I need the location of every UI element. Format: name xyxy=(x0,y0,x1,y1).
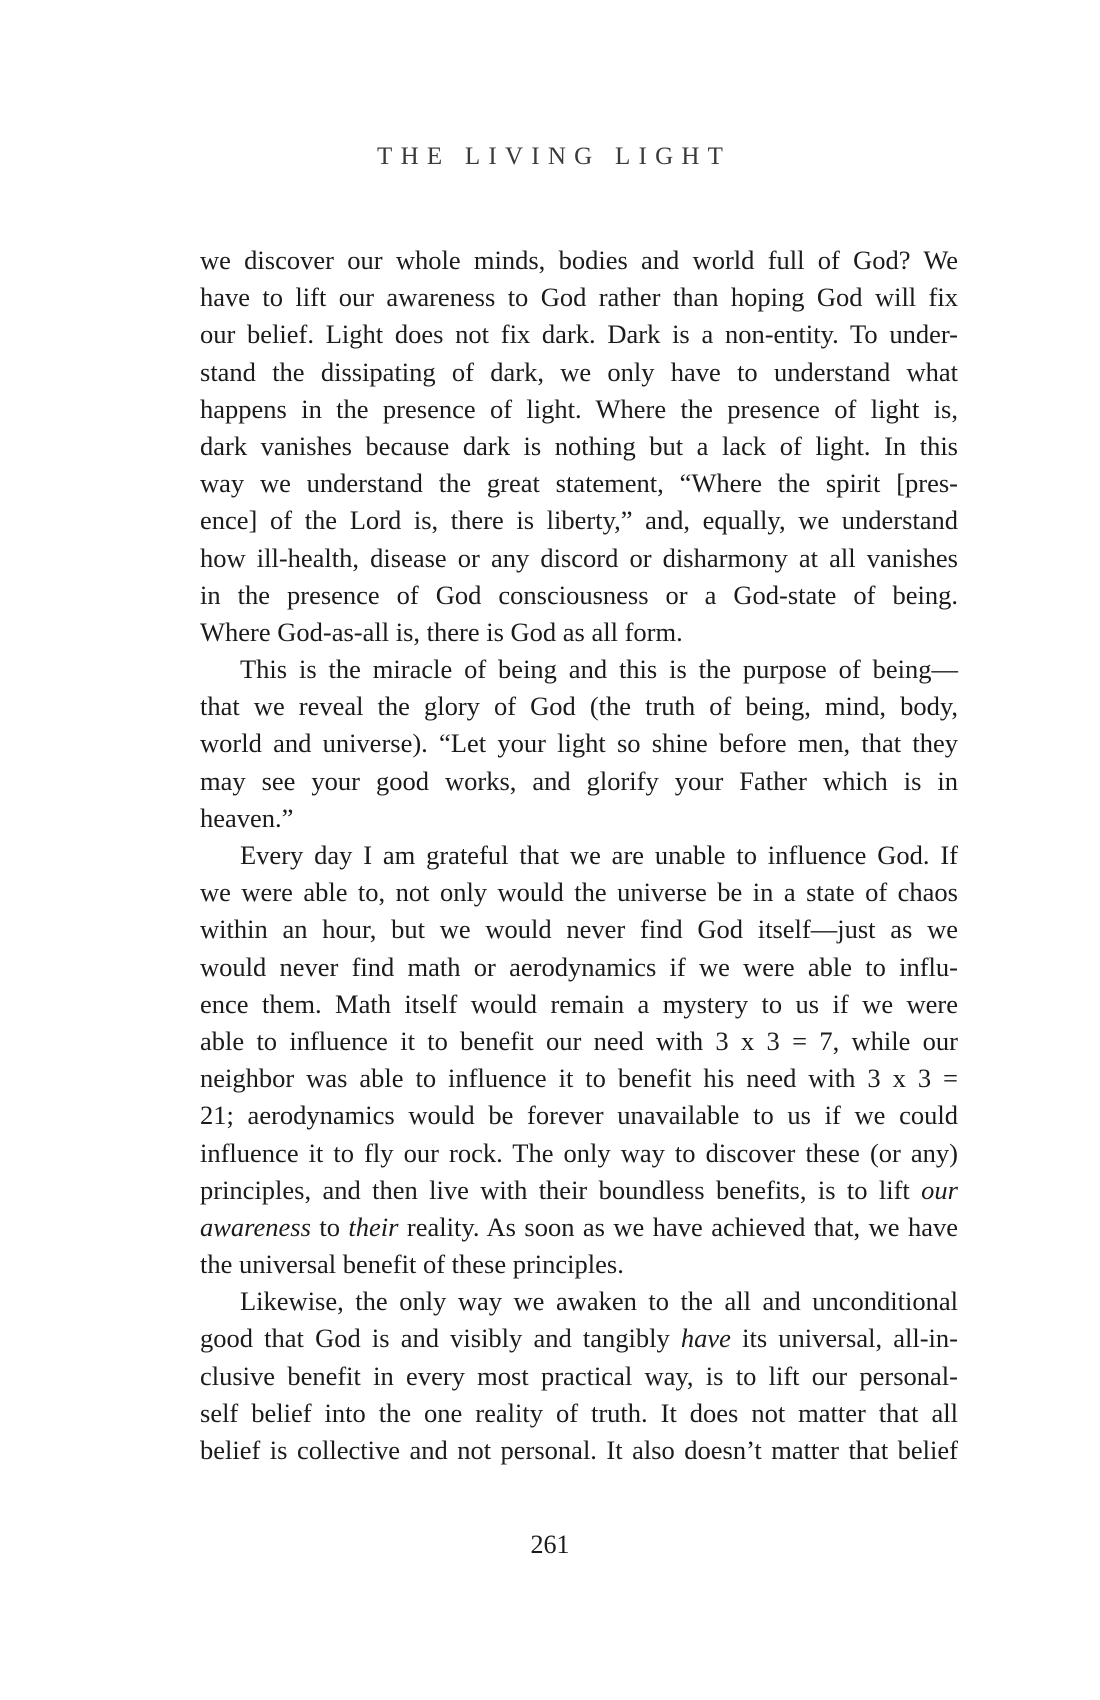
page-number: 261 xyxy=(530,1530,570,1559)
text-line: our belief. Light does not fix dark. Dark is a non-entity. To under- xyxy=(200,319,958,350)
text-line: influence it to fly our rock. The only way to discover these (or any) xyxy=(200,1137,958,1168)
italic-run: awareness xyxy=(200,1211,311,1242)
text-line: would never find math or aerodynamics if we were able to influ- xyxy=(200,951,958,982)
text-line: we were able to, not only would the universe be in a state of chaos xyxy=(200,877,958,908)
text-run: its universal, all-in- xyxy=(730,1323,958,1354)
text-line: may see your good works, and glorify your Father which is in xyxy=(200,765,958,796)
text-run: reality. As soon as we have achieved that, we have xyxy=(398,1211,958,1242)
text-line: that we reveal the glory of God (the truth of being, mind, body, xyxy=(200,691,958,722)
text-line: belief is collective and not personal. It also doesn’t matter that belief xyxy=(200,1435,958,1465)
body-text xyxy=(200,242,958,1469)
text-line: we discover our whole minds, bodies and world full of God? We xyxy=(200,245,958,275)
paragraph-first-line: Every day I am grateful that we are unable to influence God. If xyxy=(240,840,958,870)
text-line: the universal benefit of these principles. xyxy=(200,1249,624,1280)
text-run: good that God is and visibly and tangibly xyxy=(200,1323,681,1354)
italic-run: their xyxy=(348,1211,399,1242)
text-line: how ill-health, disease or any discord or disharmony at all vanishes xyxy=(200,542,958,573)
text-run: principles, and then live with their boundless benefits, is to lift xyxy=(200,1174,922,1205)
text-line: stand the dissipating of dark, we only have to understand what xyxy=(200,356,958,387)
text-line: within an hour, but we would never find God itself—just as we xyxy=(200,914,958,945)
text-line: way we understand the great statement, “Where the spirit [pres- xyxy=(200,468,958,499)
paragraph-first-line: This is the miracle of being and this is the purpose of being— xyxy=(240,654,958,685)
text-line: happens in the presence of light. Where the presence of light is, xyxy=(200,393,958,424)
text-line: neighbor was able to influence it to benefit his need with 3 x 3 = xyxy=(200,1063,958,1094)
text-line: have to lift our awareness to God rather than hoping God will fix xyxy=(200,282,958,313)
text-line: dark vanishes because dark is nothing but a lack of light. In this xyxy=(200,430,958,461)
text-line: world and universe). “Let your light so shine before men, that they xyxy=(200,728,958,759)
italic-run: have xyxy=(680,1323,731,1354)
text-line: ence them. Math itself would remain a mystery to us if we were xyxy=(200,988,958,1019)
text-line: able to influence it to benefit our need with 3 x 3 = 7, while our xyxy=(200,1025,958,1056)
text-line xyxy=(200,1209,958,1246)
text-line: clusive benefit in every most practical way, is to lift our personal- xyxy=(200,1360,958,1391)
italic-run: our xyxy=(921,1174,958,1205)
text-line xyxy=(200,1320,958,1357)
text-run: to xyxy=(310,1211,349,1242)
text-line: in the presence of God consciousness or a God-state of being. xyxy=(200,579,958,610)
running-head-title: THE LIVING LIGHT xyxy=(377,143,732,170)
text-line: heaven.” xyxy=(200,802,294,833)
text-line: self belief into the one reality of truth. It does not matter that all xyxy=(200,1397,958,1428)
text-line: ence] of the Lord is, there is liberty,” and, equally, we understand xyxy=(200,505,958,536)
text-line: Where God-as-all is, there is God as all form. xyxy=(200,616,683,647)
paragraph-first-line: Likewise, the only way we awaken to the all and unconditional xyxy=(240,1286,958,1317)
text-line: 21; aerodynamics would be forever unavailable to us if we could xyxy=(200,1100,958,1131)
text-line xyxy=(200,1172,958,1209)
